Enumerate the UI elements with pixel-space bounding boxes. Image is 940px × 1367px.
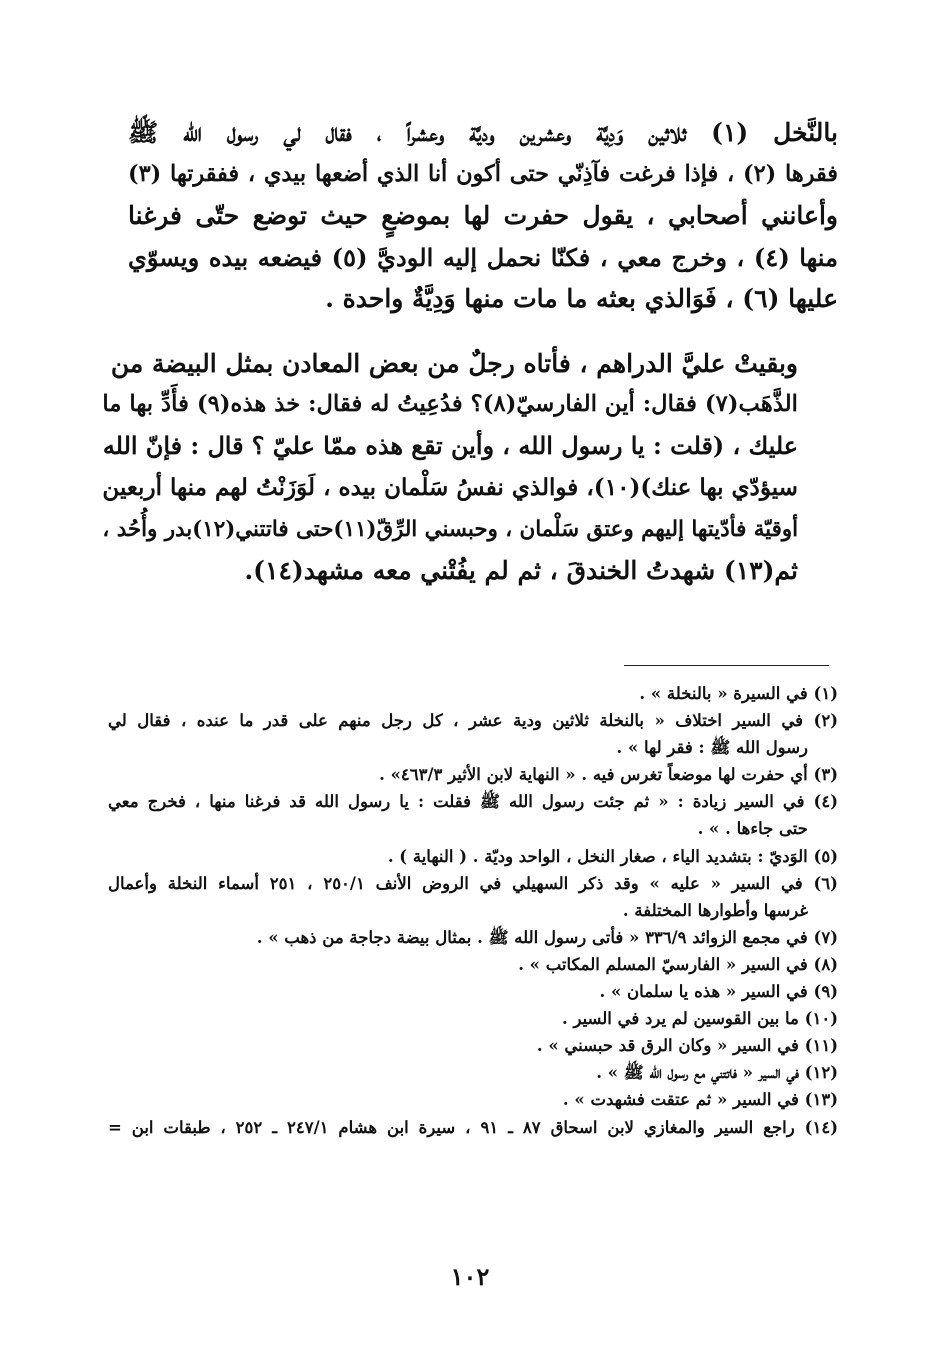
- text-line: وبقيتْ عليَّ الدراهم ، فأتاه رجلٌ من بعض المعادن بمثل البيضة من: [110, 348, 798, 378]
- footnote-1: (١) في السيرة « بالنخلة » .: [639, 684, 838, 703]
- text-line: سيؤدّي بها عنك)(١٠)، فوالذي نفسُ سَلْمان بيده ، لَوَزَنْتُ لهم منها أربعين: [102, 474, 798, 501]
- text-line: فقرها (٢) ، فإذا فرغت فآذِنّي حتى أكون أنا الذي أضعها بيدي ، ففقرتها (٣): [128, 160, 838, 187]
- footnote-divider: [624, 665, 829, 666]
- footnote-11: (١١) في السير « وكان الرق قد حبسني » .: [536, 1036, 838, 1056]
- text-line: عليك ، (قلت : يا رسول الله ، وأين تقع هذه ممّا عليّ ؟ قال : فإنّ الله: [102, 431, 798, 460]
- text-line: الذَّهَب(٧) فقال: أين الفارسيّ(٨)؟ فدُعِيتُ له فقال: خذ هذه(٩) فأَدِّ بها ما: [102, 391, 798, 417]
- footnote-3: (٣) أي حفرت لها موضعاً تغرس فيه . « النهاية لابن الأثير ٤٦٣/٣» .: [379, 765, 838, 785]
- text-line: ثم(١٣) شهدتُ الخندقَ ، ثم لم يفُتْني معه مشهد(١٤).: [244, 556, 798, 585]
- text-line: منها (٤) ، وخرج معي ، فكنّا نحمل إليه الوديَّ (٥) فيضعه بيده ويسوّي: [128, 242, 839, 272]
- page-number: ١٠٢: [450, 1262, 490, 1291]
- footnote-8: (٨) في السير « الفارسيّ المسلم المكاتب » .: [518, 954, 838, 974]
- text-line: وأعانني أصحابي ، يقول حفرت لها بموضعٍ حيث توضع حتّى فرغنا: [128, 201, 838, 230]
- footnotes: [108, 680, 838, 1141]
- footnote-10: (١٠) ما بين القوسين لم يرد في السير .: [561, 1009, 838, 1029]
- footnote-2: (٢) في السير اختلاف « بالنخلة ثلاثين ودية عشر ، كل رجل منهم على قدر ما عنده ، فقال لي: [108, 711, 838, 731]
- footnote-6: (٦) في السير « عليه » وقد ذكر السهيلي في الروض الأنف ٢٥٠/١ ، ٢٥١ أسماء النخلة وأعمال: [108, 873, 838, 893]
- paragraph-2: [102, 343, 838, 592]
- main-text: [102, 112, 839, 592]
- footnote-9: (٩) في السير « هذه يا سلمان » .: [599, 982, 838, 1002]
- footnote-5: (٥) الوَديّ : بتشديد الياء ، صغار النخل ، الواحد وديّة . ( النهاية ) .: [387, 846, 838, 866]
- text-line: عليها (٦) ، فَوَالذي بعثه ما مات منها وَدِيَّةٌ واحدة .: [325, 284, 838, 313]
- text-line: أوقيّة فأدّيتها إليهم وعتق سَلْمان ، وحبسني الرِّقّ(١١)حتى فاتتني(١٢)بدر وأُحُد ،: [102, 516, 798, 542]
- footnote-14: (١٤) راجع السير والمغازي لابن اسحاق ٨٧ ـ ٩١ ، سيرة ابن هشام ٢٤٧/١ ـ ٢٥٢ ، طبقات ابن =: [108, 1117, 838, 1137]
- footnote-7: (٧) في مجمع الزوائد ٣٣٦/٩ « فأتى رسول الله ﷺ . بمثال بيضة دجاجة من ذهب » .: [256, 927, 838, 947]
- footnote-12: (١٢) في السير « فاتتني مع رسول الله ﷺ » .: [596, 1063, 838, 1083]
- footnote-4: (٤) في السير زيادة : « ثم جئت رسول الله ﷺ فقلت : يا رسول الله قد فرغنا منها ، فخرج معي: [108, 792, 838, 812]
- text-line: بالنَّخل (١) ثلاثين وَدِيَّة وعشرين وديَّة وعشراً ، فقال لي رسول الله ﷺ: [128, 118, 838, 147]
- footnote-4-continued: حتى جاءها . » .: [697, 819, 808, 839]
- paragraph-1: [128, 112, 838, 320]
- footnote-6-continued: غرسها وأطوارها المختلفة .: [622, 900, 808, 920]
- footnote-2-continued: رسول الله ﷺ : فقر لها » .: [616, 738, 808, 758]
- footnote-13: (١٣) في السير « ثم عتقت فشهدت » .: [562, 1090, 838, 1110]
